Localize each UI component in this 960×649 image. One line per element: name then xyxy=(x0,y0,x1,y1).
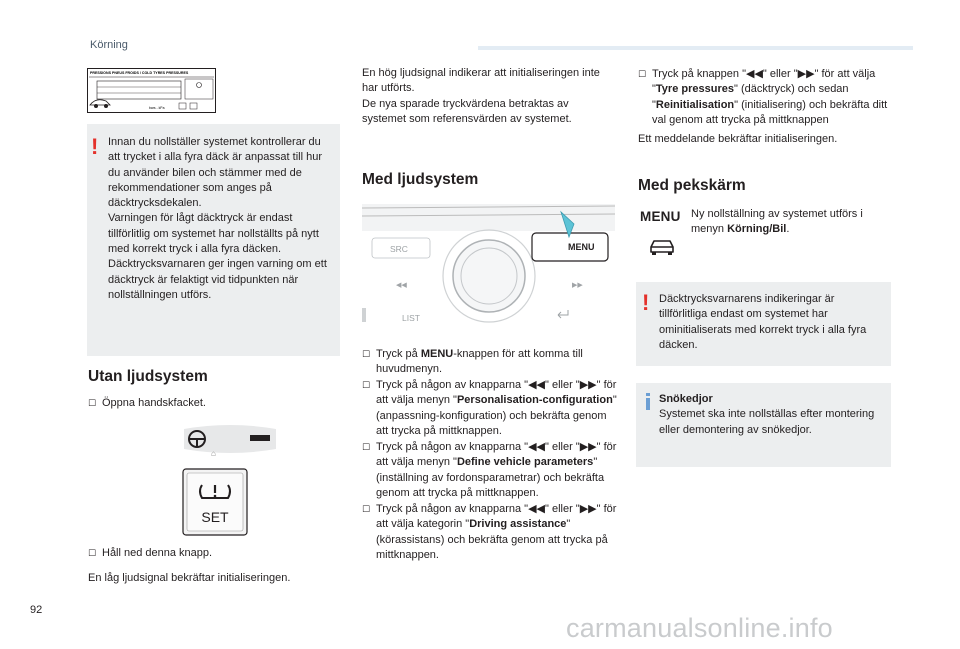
next-icon: ▶▶ xyxy=(572,282,583,289)
intro-text: En hög ljudsignal indikerar att initialiseringen inte har utförts. De nya sparade tryckvärdena betraktas av systemet som referensvärden av systemet. xyxy=(362,67,600,125)
radio-list-label: LIST xyxy=(402,313,420,323)
label-footer: bars - kPa xyxy=(149,106,165,110)
warning-box xyxy=(87,124,340,356)
checkbox-icon: ☐ xyxy=(88,398,97,408)
warning-icon: ! xyxy=(91,134,99,159)
note-text: En låg ljudsignal bekräftar initialiseringen. xyxy=(88,572,291,584)
car-icon xyxy=(647,236,677,256)
svg-text:⌂: ⌂ xyxy=(211,449,216,458)
page-number: 92 xyxy=(30,604,43,616)
header-rule xyxy=(478,46,913,50)
info-title: Snökedjor xyxy=(659,393,713,405)
heading-touchscreen: Med pekskärm xyxy=(638,177,746,194)
menu-button-word: MENU xyxy=(640,209,681,224)
info-icon-dot xyxy=(646,393,650,396)
warning-text-2: Däcktrycksvarnarens indikeringar är tillförlitliga endast om systemet har ominitialiserats med korrekt tryck i alla fyra däcken. xyxy=(659,293,867,351)
info-box xyxy=(636,383,891,467)
heading-without-audio: Utan ljudsystem xyxy=(88,368,208,385)
info-text: Systemet ska inte nollställas efter montering eller demontering av snökedjor. xyxy=(659,408,875,436)
radio-menu-label: MENU xyxy=(568,242,595,252)
checkbox-icon: ☐ xyxy=(88,548,97,558)
checkbox-icon: ☐ xyxy=(362,442,371,452)
audio-unit-image xyxy=(362,204,615,335)
heading-with-audio: Med ljudsystem xyxy=(362,171,479,188)
section-title: Körning xyxy=(90,39,128,51)
checkbox-icon: ☐ xyxy=(362,504,371,514)
info-icon xyxy=(646,398,650,410)
radio-src-label: SRC xyxy=(390,244,408,254)
set-label: SET xyxy=(201,509,229,525)
label-title: PRESSIONS PNEUS FROIDS / COLD TYRES PRESSURES xyxy=(90,71,189,75)
checkbox-icon: ☐ xyxy=(362,349,371,359)
watermark: carmanualsonline.info xyxy=(566,613,833,643)
checkbox-icon: ☐ xyxy=(362,380,371,390)
prev-icon: ◀◀ xyxy=(396,282,407,289)
glovebox-icon-image xyxy=(180,423,280,459)
set-button[interactable] xyxy=(182,468,248,536)
checkbox-icon: ☐ xyxy=(638,69,647,79)
warning-icon: ! xyxy=(642,290,650,315)
touchscreen-text: Ny nollställning av systemet utförs i menyn Körning/Bil. xyxy=(691,208,863,236)
tyre-pressure-label-image xyxy=(87,68,216,113)
warning-text: Innan du nollställer systemet kontrollerar du att trycket i alla fyra däck är anpassat till hur du använder bilen och stämmer med de rekommendationer som anges på däcktrycksdekalen. Varningen för lågt däcktryck är endast tillförlitlig om systemet har nollställts på nytt med korrekt tryck i alla fyra däcken. Däcktrycksvarnaren ger ingen varning om ett däcktryck är felaktigt vid tidpunkten när nollställningen utförs. xyxy=(108,136,327,301)
warning-box-2 xyxy=(636,282,891,366)
confirm-text: Ett meddelande bekräftar initialiseringen. xyxy=(638,133,838,145)
